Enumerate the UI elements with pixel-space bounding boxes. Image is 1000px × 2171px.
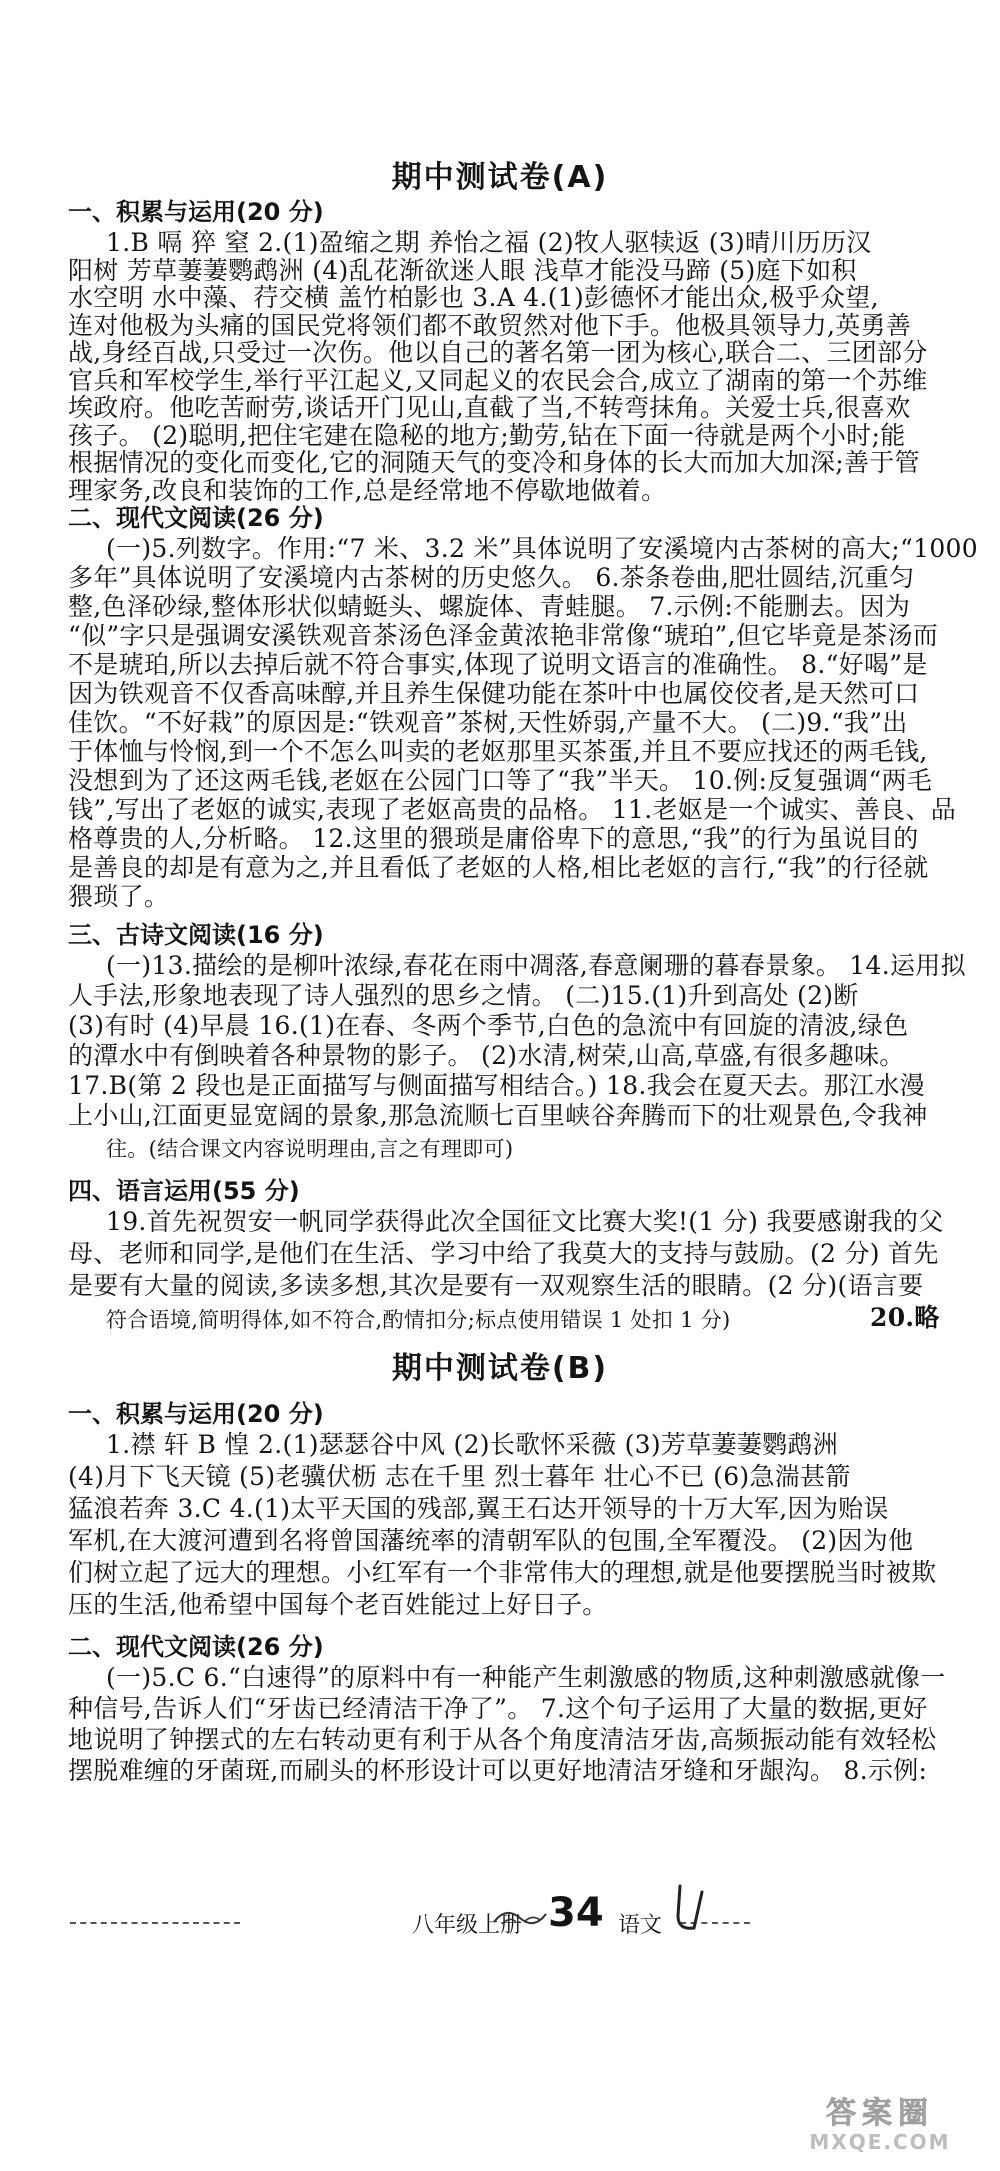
text-line: (一)5.C 6.“白速得”的原料中有一种能产生刺激感的物质,这种刺激感就像一 [106,1663,946,1692]
text-line: (3)有时 (4)早晨 16.(1)在春、冬两个季节,白色的急流中有回旋的清波,绿色 [68,1011,909,1040]
text-line: 于体恤与怜悯,到一个不怎么叫卖的老妪那里买茶蛋,并且不要应找还的两毛钱, [68,737,928,766]
text-line: (4)月下飞天镜 (5)老骥伏枥 志在千里 烈士暮年 壮心不已 (6)急湍甚箭 [68,1462,851,1491]
text-line: 没想到为了还这两毛钱,老妪在公园门口等了“我”半天。 10.例:反复强调“两毛 [68,766,933,795]
text-line: 是善良的却是有意为之,并且看低了老妪的人格,相比老妪的言行,“我”的行径就 [68,853,929,882]
text-line: 佳饮。“不好栽”的原因是:“铁观音”茶树,天性娇弱,产量不大。 (二)9.“我”出 [68,708,908,737]
test-a-section-4-note: 符合语境,简明得体,如不符合,酌情扣分;标点使用错误 1 处扣 1 分) [106,1308,731,1332]
text-line: 因为铁观音不仅香高味醇,并且养生保健功能在茶叶中也属佼佼者,是天然可口 [68,679,920,708]
test-a-q20: 20.略 [870,1303,940,1332]
test-a-section-1-heading: 一、积累与运用(20 分) [68,198,324,226]
test-a-section-3-note: 往。(结合课文内容说明理由,言之有理即可) [106,1137,514,1161]
text-line: 17.B(第 2 段也是正面描写与侧面描写相结合。) 18.我会在夏天去。那江水漫 [68,1071,925,1100]
text-line: 孩子。 (2)聪明,把住宅建在隐秘的地方;勤劳,钻在下面一待就是两个小时;能 [68,420,906,450]
text-line: 们树立起了远大的理想。小红军有一个非常伟大的理想,就是他要摆脱当时被欺 [68,1558,937,1587]
text-line: 官兵和军校学生,举行平江起义,又同起义的农民会合,成立了湖南的第一个苏维 [68,365,928,395]
text-line: 人手法,形象地表现了诗人强烈的思乡之情。 (二)15.(1)升到高处 (2)断 [68,981,859,1010]
test-a-section-3-heading: 三、古诗文阅读(16 分) [68,921,324,949]
text-line: 摆脱难缠的牙菌斑,而刷头的杯形设计可以更好地清洁牙缝和牙龈沟。 8.示例: [68,1756,928,1785]
text-line: 埃政府。他吃苦耐劳,谈话开门见山,直截了当,不转弯抹角。关爱士兵,很喜欢 [68,393,911,422]
page-number: 34 [548,1890,604,1936]
text-line: 理家务,改良和装饰的工作,总是经常地不停歇地做着。 [68,475,667,505]
text-line: 压的生活,他希望中国每个老百姓能过上好日子。 [68,1590,608,1619]
test-a-section-4-heading: 四、语言运用(55 分) [68,1177,300,1205]
text-line: 猛浪若奔 3.C 4.(1)太平天国的残部,翼王石达开领导的十万大军,因为贻误 [68,1494,889,1523]
text-line: 上小山,江面更显宽阔的景象,那急流顺七百里峡谷奔腾而下的壮观景色,令我神 [68,1101,928,1130]
page-footer [0,1880,1000,1940]
text-line: 种信号,告诉人们“牙齿已经清洁干净了”。 7.这个句子运用了大量的数据,更好 [68,1694,928,1723]
text-line: 战,身经百战,只受过一次伤。他以自己的著名第一团为核心,联合二、三团部分 [68,338,928,367]
text-line: 地说明了钟摆式的左右转动更有利于从各个角度清洁牙齿,高频振动能有效轻松 [68,1725,937,1754]
test-b-section-2-heading: 二、现代文阅读(26 分) [68,1633,324,1661]
watermark-url: MXQE.COM [809,2130,951,2154]
text-line: (一)5.列数字。作用:“7 米、3.2 米”具体说明了安溪境内古茶树的高大;“1000 [106,534,978,563]
text-line: 水空明 水中藻、荇交横 盖竹柏影也 3.A 4.(1)彭德怀才能出众,极乎众望, [68,283,879,312]
text-line: 阳树 芳草萋萋鹦鹉洲 (4)乱花渐欲迷人眼 浅草才能没马蹄 (5)庭下如积 [68,255,857,285]
text-line: “似”字只是强调安溪铁观音茶汤色泽金黄浓艳非常像“琥珀”,但它毕竟是茶汤而 [68,621,939,650]
text-line: 连对他极为头痛的国民党将领们都不敢贸然对他下手。他极具领导力,英勇善 [68,310,912,340]
text-line: 根据情况的变化而变化,它的洞随天气的变冷和身体的长大而加大加深;善于管 [68,448,920,477]
test-b-title: 期中测试卷(B) [391,1351,609,1386]
text-line: 整,色泽砂绿,整体形状似蜻蜓头、螺旋体、青蛙腿。 7.示例:不能删去。因为 [68,592,911,621]
watermark-text: 答案圈 [826,2096,934,2131]
footer-leaf-ornament-icon [492,1902,548,1940]
text-line: (一)13.描绘的是柳叶浓绿,春花在雨中凋落,春意阑珊的暮春景象。 14.运用拟 [106,951,966,980]
text-line: 多年”具体说明了安溪境内古茶树的历史悠久。 6.茶条卷曲,肥壮圆结,沉重匀 [68,563,915,592]
text-line: 1.襟 轩 B 惶 2.(1)瑟瑟谷中风 (2)长歌怀采薇 (3)芳草萋萋鹦鹉洲 [106,1430,838,1459]
text-line: 19.首先祝贺安一帆同学获得此次全国征文比赛大奖!(1 分) 我要感谢我的父 [106,1207,944,1236]
text-line: 军机,在大渡河遭到名将曾国藩统率的清朝军队的包围,全军覆没。 (2)因为他 [68,1526,914,1555]
footer-subject-label: 语文 [618,1913,663,1938]
test-a-section-2-heading: 二、现代文阅读(26 分) [68,504,324,532]
test-b-section-1-heading: 一、积累与运用(20 分) [68,1400,324,1428]
footer-divider-left [70,1922,240,1924]
text-line: 钱”,写出了老妪的诚实,表现了老妪高贵的品格。 11.老妪是一个诚实、善良、品 [68,795,957,824]
watermark-logo [780,2093,980,2155]
pen-stroke-mark-icon [668,1882,718,1942]
text-line: 格尊贵的人,分析略。 12.这里的猥琐是庸俗卑下的意思,“我”的行为虽说目的 [68,824,919,853]
text-line: 的潭水中有倒映着各种景物的影子。 (2)水清,树荣,山高,草盛,有很多趣味。 [68,1041,905,1070]
text-line: 是要有大量的阅读,多读多想,其次是要有一双观察生活的眼睛。(2 分)(语言要 [68,1271,924,1300]
text-line: 母、老师和同学,是他们在生活、学习中给了我莫大的支持与鼓励。(2 分) 首先 [68,1239,939,1268]
footer-grade-label: 八年级上册 [412,1913,523,1938]
text-line: 猥琐了。 [68,882,170,911]
text-line: 不是琥珀,所以去掉后就不符合事实,体现了说明文语言的准确性。 8.“好喝”是 [68,650,928,679]
test-a-title: 期中测试卷(A) [391,160,609,195]
text-line: 1.B 嗝 猝 窒 2.(1)盈缩之期 养怡之福 (2)牧人驱犊返 (3)晴川历历汉 [106,228,872,257]
